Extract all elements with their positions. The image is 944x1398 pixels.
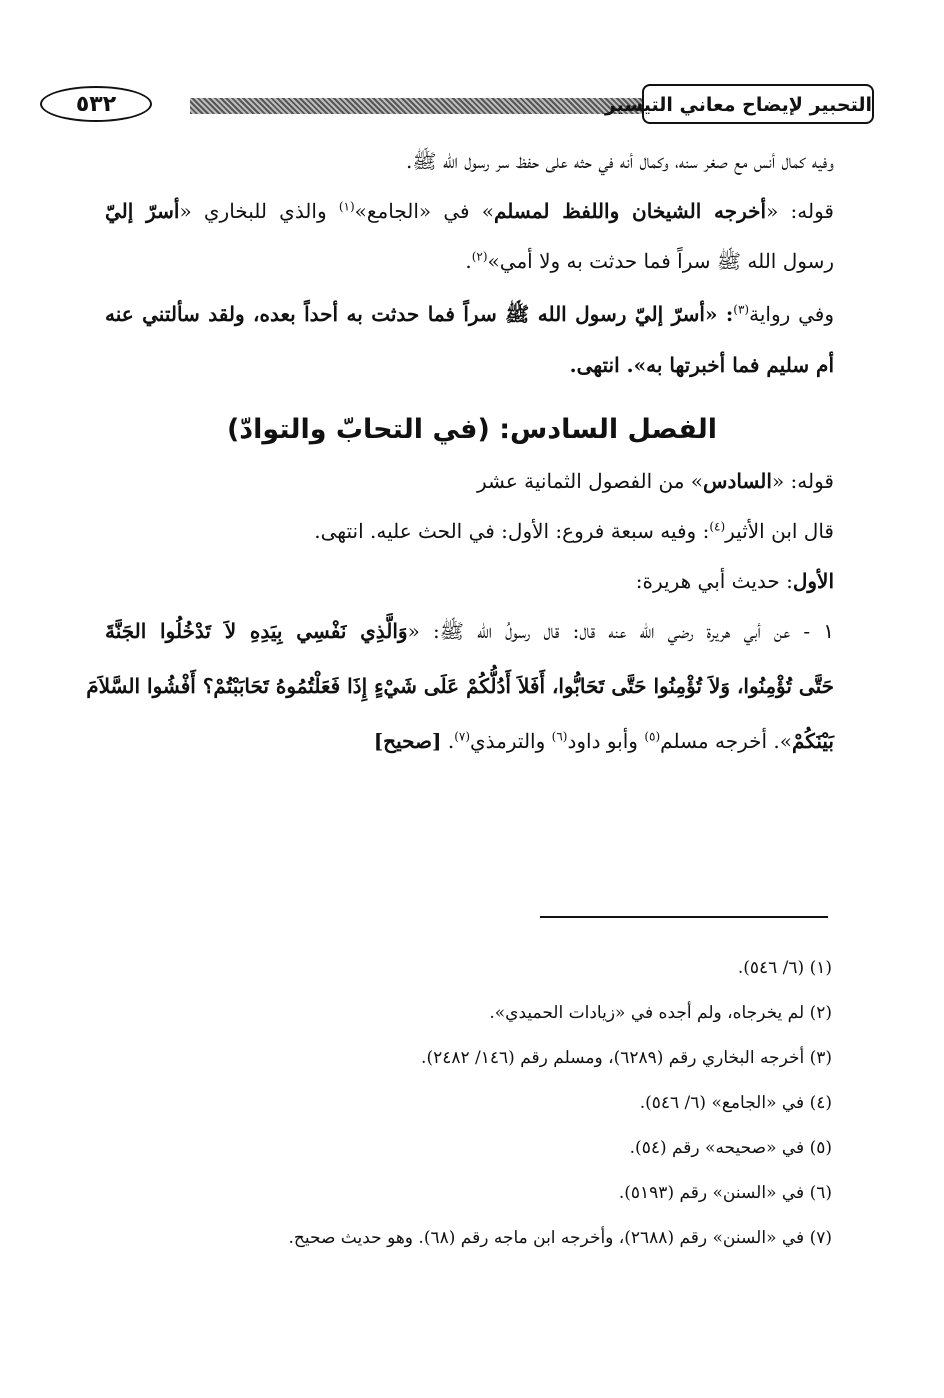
footnote-ref-7[interactable]: (٧) — [454, 729, 471, 744]
text-line-11 — [105, 726, 834, 756]
grading-label: [صحيح] — [373, 729, 442, 753]
text: : وفيه سبعة فروع: الأول: في الحث عليه. انتهى. — [314, 519, 710, 543]
footnote-ref-6[interactable]: (٦) — [551, 729, 568, 744]
text-line-3 — [105, 246, 834, 276]
footnote-ref-5[interactable]: (٥) — [644, 729, 661, 744]
page-number: ٥٣٢ — [40, 86, 152, 122]
text-line-2 — [105, 196, 834, 226]
text-line-1 — [105, 146, 834, 176]
footnote-ref-4[interactable]: (٤) — [709, 519, 726, 534]
book-title: التحبير لإيضاح معاني التيسير — [642, 84, 874, 124]
footnote-2: (٢) لم يخرجاه، ولم أجده في «زيادات الحميدي». — [489, 1003, 832, 1023]
footnote-6: (٦) في «السنن» رقم (٥١٩٣). — [618, 1183, 832, 1203]
text-line-6 — [105, 466, 834, 496]
footnote-ref-3[interactable]: (٣) — [733, 302, 750, 317]
text: » من الفصول الثمانية عشر — [476, 469, 704, 493]
label: الأول — [792, 569, 834, 593]
text-line-4 — [105, 299, 834, 329]
hadith-text: : «أسرّ إليّ رسول الله ﷺ سراً فما حدثت به أحداً بعده، ولقد سألتني عنه — [105, 302, 734, 326]
footnote-ref-1[interactable]: (١) — [338, 199, 355, 214]
text: والترمذي — [470, 729, 552, 753]
quoted-phrase: أخرجه الشيخان واللفظ لمسلم — [493, 199, 767, 223]
text: . — [441, 729, 455, 753]
text: رسول الله ﷺ سراً فما حدثت به ولا أمي» — [487, 249, 834, 273]
footnote-4: (٤) في «الجامع» (٦/ ٥٤٦). — [639, 1093, 832, 1113]
quoted-phrase: أسرّ إليّ — [105, 199, 180, 223]
text: قال ابن الأثير — [725, 519, 834, 543]
running-header — [40, 84, 874, 128]
footnote-3: (٣) أخرجه البخاري رقم (٦٢٨٩)، ومسلم رقم (١٤٦/ ٢٤٨٢). — [421, 1048, 832, 1068]
hadith-text: بَيْنَكُمْ — [792, 729, 834, 753]
text: : حديث أبي هريرة: — [635, 569, 793, 593]
header-ornament-band — [190, 98, 649, 114]
text: ». أخرجه مسلم — [660, 729, 792, 753]
text: ١ - عن أبي هريرة رضي الله عنه قال: قال رسولُ الله ﷺ: « — [407, 619, 834, 643]
footnote-ref-2[interactable]: (٢) — [471, 249, 488, 264]
footnote-5: (٥) في «صحيحه» رقم (٥٤). — [629, 1138, 832, 1158]
text-line-10 — [86, 671, 834, 701]
text-line-8 — [105, 566, 834, 596]
text: والذي للبخاري « — [179, 199, 339, 223]
footnote-1: (١) (٦/ ٥٤٦). — [737, 958, 832, 978]
text-line-9 — [105, 616, 834, 646]
text: وأبو داود — [567, 729, 645, 753]
text-line-7 — [105, 516, 834, 546]
text: قوله: « — [766, 199, 834, 223]
text: . — [465, 249, 472, 273]
hadith-text: وَالَّذِي نَفْسِي بِيَدِهِ لاَ تَدْخُلُوا الجَنَّةَ — [105, 619, 408, 643]
quoted-phrase: السادس — [703, 469, 772, 493]
footnote-separator — [540, 916, 828, 918]
text: قوله: « — [771, 469, 834, 493]
text-line-5 — [105, 350, 834, 380]
text: وفيه كمال أنس مع صغر سنه، وكمال أنه في حثه على حفظ سر رسول الله ﷺ. — [406, 149, 834, 173]
text: وفي رواية — [749, 302, 834, 326]
footnote-7: (٧) في «السنن» رقم (٢٦٨٨)، وأخرجه ابن ماجه رقم (٦٨). وهو حديث صحيح. — [288, 1228, 832, 1248]
chapter-title: الفصل السادس: (في التحابّ والتوادّ) — [226, 414, 718, 445]
text: » في «الجامع» — [354, 199, 494, 223]
hadith-text: حَتَّى تُؤْمِنُوا، وَلاَ تُؤْمِنُوا حَتَّى تَحَابُّوا، أَفَلاَ أَدُلُّكُمْ عَلَى شَيْءٍ إِذَا فَعَلْتُمُوهُ تَحَابَبْتُمْ؟ أَفْشُوا السَّلاَمَ — [86, 674, 834, 698]
hadith-text: أم سليم فما أخبرتها به». انتهى. — [569, 353, 834, 377]
